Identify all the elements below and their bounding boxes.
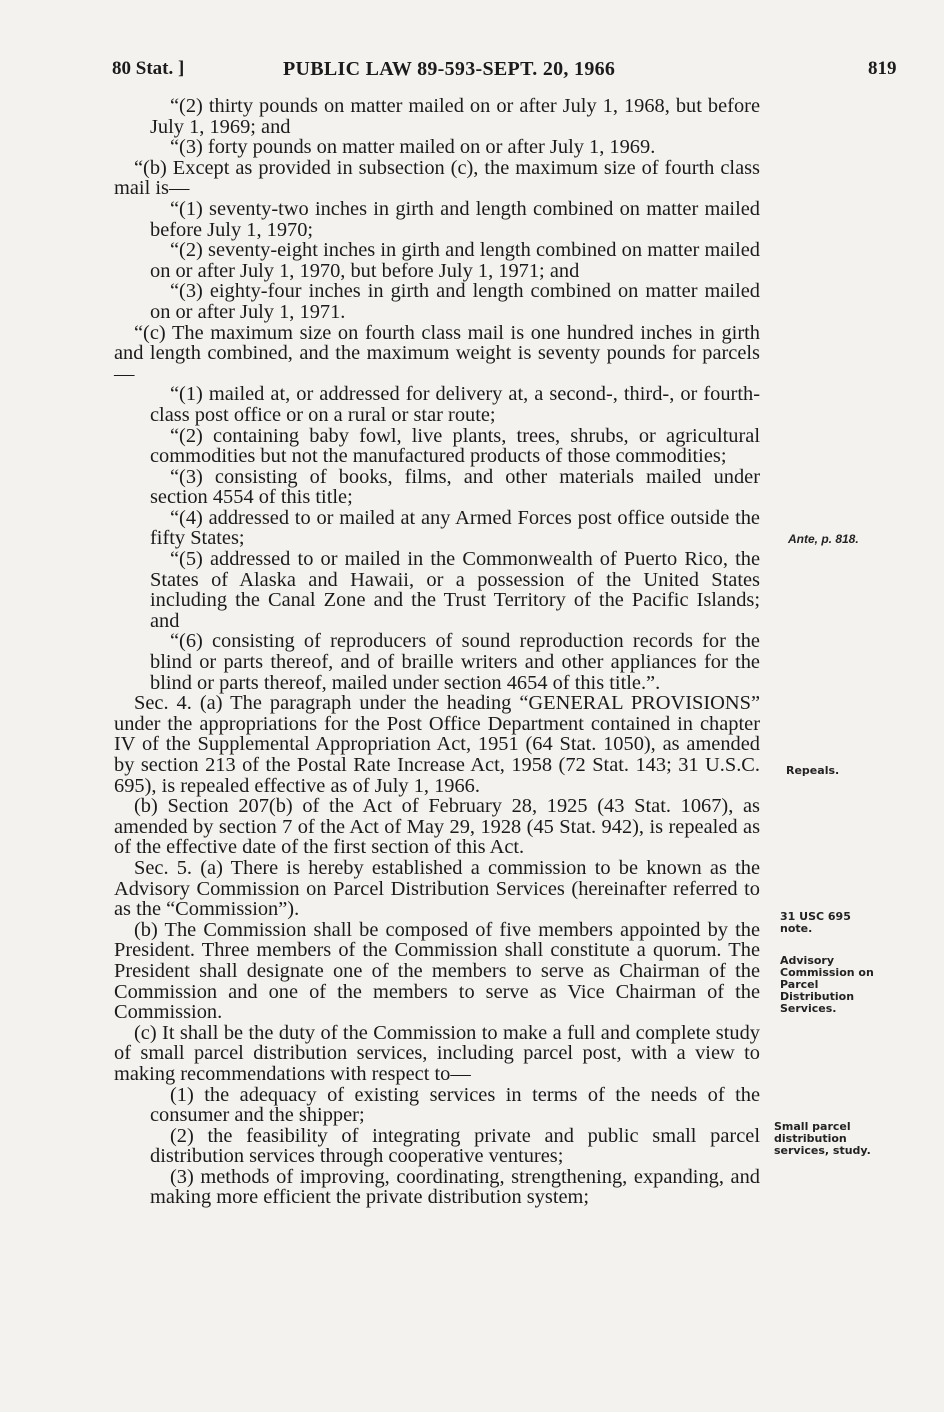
paragraph: “(1) mailed at, or addressed for delivery at, a second-, third-, or fourth-class post office or on a rural or star route; bbox=[150, 383, 760, 426]
paragraph: (2) the feasibility of integrating private and public small parcel distribution services through cooperative ventures; bbox=[150, 1124, 760, 1168]
paragraph: “(c) The maximum size on fourth class mail is one hundred inches in girth and length combined, and the maximum weight is seventy pounds for parcels— bbox=[114, 321, 760, 385]
paragraph: “(2) containing baby fowl, live plants, trees, shrubs, or agricultural commodities but not the manufactured products of those commodities; bbox=[150, 424, 760, 468]
paragraph: (b) Section 207(b) of the Act of February 28, 1925 (43 Stat. 1067), as amended by section 7 of the Act of May 29, 1928 (45 Stat. 942), is repealed as of the effective date of the first section of this Act. bbox=[114, 795, 760, 859]
paragraph: “(3) forty pounds on matter mailed on or after July 1, 1969. bbox=[170, 136, 656, 159]
paragraph: Sec. 5. (a) There is hereby established a commission to be known as the Advisory Commission on Parcel Distribution Services (hereinafter referred to as the “Commission”). bbox=[114, 856, 760, 921]
paragraph: “(1) seventy-two inches in girth and length combined on matter mailed before July 1, 1970; bbox=[150, 197, 760, 241]
paragraph: “(5) addressed to or mailed in the Commonwealth of Puerto Rico, the States of Alaska and Hawaii, or a possession of the United States including the Canal Zone and the Trust Territory of the Pacific Islands; and bbox=[150, 548, 760, 632]
margin-note: Small parcel distribution services, study. bbox=[774, 1120, 871, 1157]
paragraph: (3) methods of improving, coordinating, strengthening, expanding, and making more efficient the private distribution system; bbox=[150, 1165, 760, 1209]
statute-reference: 80 Stat. ] bbox=[112, 58, 185, 79]
paragraph: “(3) consisting of books, films, and other materials mailed under section 4554 of this title; bbox=[150, 465, 760, 509]
margin-note: Advisory Commission on Parcel Distribution Services. bbox=[780, 954, 874, 1015]
body-text bbox=[114, 96, 760, 1208]
paragraph: (b) The Commission shall be composed of five members appointed by the President. Three members of the Commission shall constitute a quorum. The President shall designate one of the members to serve as Chairman of the Commission and one of the members to serve as Vice Chairman of the Commission. bbox=[114, 918, 760, 1024]
paragraph: (c) It shall be the duty of the Commission to make a full and complete study of small parcel distribution services, including parcel post, with a view to making recommendations with respect to— bbox=[114, 1021, 760, 1085]
page-header bbox=[0, 58, 944, 88]
paragraph: “(2) thirty pounds on matter mailed on or after July 1, 1968, but before July 1, 1969; and bbox=[150, 95, 760, 138]
paragraph: “(3) eighty-four inches in girth and length combined on matter mailed on or after July 1, 1971. bbox=[150, 280, 760, 323]
paragraph: “(b) Except as provided in subsection (c), the maximum size of fourth class mail is— bbox=[114, 156, 760, 200]
paragraph: Sec. 4. (a) The paragraph under the heading “GENERAL PROVISIONS” under the appropriations for the Post Office Department contained in chapter IV of the Supplemental Appropriation Act, 1951 (64 Stat. 1050), as amended by section 213 of the Postal Rate Increase Act, 1958 (72 Stat. 143; 31 U.S.C. 695), is repealed effective as of July 1, 1966. bbox=[114, 692, 760, 797]
margin-note: Ante, p. 818. bbox=[788, 532, 859, 546]
paragraph: “(2) seventy-eight inches in girth and length combined on matter mailed on or after July 1, 1970, but before July 1, 1971; and bbox=[150, 239, 760, 282]
paragraph: “(6) consisting of reproducers of sound reproduction records for the blind or parts thereof, and of braille writers and other appliances for the blind or parts thereof, mailed under section 4654 of this title.”. bbox=[150, 630, 760, 694]
paragraph: “(4) addressed to or mailed at any Armed Forces post office outside the fifty States; bbox=[150, 506, 760, 550]
page-number: 819 bbox=[868, 58, 897, 79]
margin-note: Repeals. bbox=[786, 764, 840, 777]
paragraph: (1) the adequacy of existing services in terms of the needs of the consumer and the shipper; bbox=[150, 1083, 760, 1127]
margin-note: 31 USC 695 note. bbox=[780, 910, 851, 935]
page-title: PUBLIC LAW 89-593-SEPT. 20, 1966 bbox=[283, 58, 616, 80]
